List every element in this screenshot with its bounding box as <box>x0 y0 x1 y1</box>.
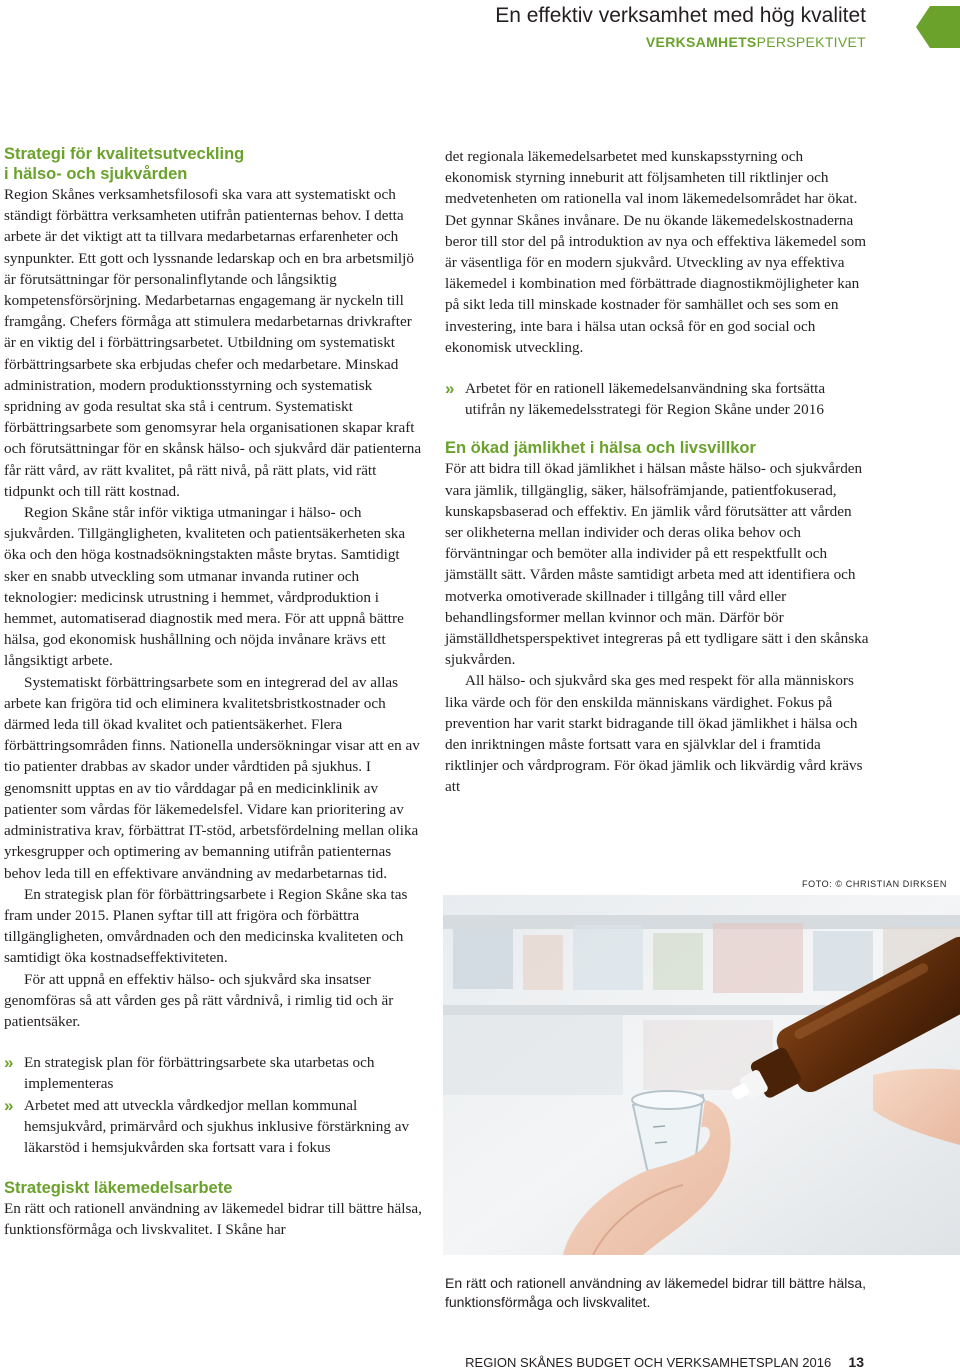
running-header-title: En effektiv verksamhet med hög kvalitet <box>495 4 866 27</box>
heading-line-1: Strategi för kvalitetsutveckling <box>4 145 245 163</box>
paragraph: det regionala läkemedelsarbetet med kunskapsstyrning och ekonomisk styrning inneburit att följsamheten till riktlinjer och medvetenheten om rationella val inom läkemedelsområdet har ökat. Det gynnar Skånes invånare. De nu ökande läkemedelskostnaderna beror till stor del på introduktion av nya och effektiva läkemedel som är väsentliga för en modern sjukvård. Utveckling av nya effektiva läkemedel i kombination med förbättrade diagnostikmöjligheter kan på sikt leda till minskade kostnader för samhället och ses som en investering, inte bara i hälsa utan också för en god social och ekonomisk utveckling. <box>445 148 867 356</box>
heading-quality-strategy <box>4 144 424 184</box>
bullet-chevron-icon: » <box>4 1095 14 1115</box>
bullet-text: Arbetet med att utveckla vårdkedjor mellan kommunal hemsjukvård, primärvård och sjukhus inklusive förstärkning av läkarstöd i hemsjukvården ska fortsatt vara i fokus <box>24 1096 410 1156</box>
section-label-rest: PERSPEKTIVET <box>756 34 866 50</box>
left-column <box>4 144 424 1241</box>
paragraph: En rätt och rationell användning av läkemedel bidrar till bättre hälsa, funktionsförmåga och livskvalitet. I Skåne har <box>4 1200 422 1239</box>
medicine-photo <box>443 895 960 1255</box>
bullet-item <box>4 1052 424 1094</box>
paragraph: Region Skånes verksamhetsfilosofi ska vara att systematiskt och ständigt förbättra verksamheten utifrån patienternas behov. I detta arbete är det viktigt att ta tillvara medarbetarnas erfarenheter och synpunkter. Ett gott och lyssnande ledarskap och en bra arbetsmiljö är förutsättningar för personalinflytande och långsiktig kompetensförsörjning. Medarbetarnas engagemang är nyckeln till framgång. Chefers förmåga att stimulera medarbetarnas drivkrafter är en viktig del i förbättringsarbetet. Utbildning om systematiskt förbättringsarbete ska erbjudas chefer och medarbetare. Minskad administration, modern produktionsstyrning och systematisk spridning av goda resultat ska stå i centrum. Systematiskt förbättringsarbete som genomsyrar hela organisationen skapar kraft och förutsättningar för en skånsk hälso- och sjukvård där patienterna får rätt vård, av rätt kvalitet, på rätt nivå, på rätt plats, vid rätt tidpunkt och till rätt kostnad. <box>4 186 422 500</box>
bullet-text: En strategisk plan för förbättringsarbete ska utarbetas och implementeras <box>24 1054 375 1093</box>
footer <box>465 1354 864 1370</box>
heading-line-2: i hälso- och sjukvården <box>4 165 188 183</box>
section-label <box>646 34 866 50</box>
paragraph: För att bidra till ökad jämlikhet i hälsan måste hälso- och sjukvården vara jämlik, tillgänglig, säker, hälsofrämjande, patientfokuserad, kunskapsbaserad och effektiv. En jämlik vård förutsätter att vården ser olikheterna mellan individer och deras olika behov och förväntningar och bemöter alla individer på ett respektfullt och jämställt sätt. Vården måste samtidigt arbeta med att identifiera och motverka omotiverade skillnader i tillgång till vård eller behandlingsformer mellan kvinnor och män. Därför bör jämställdhetsperspektivet integreras på ett tydligare sätt i den skånska sjukvården. <box>445 460 869 669</box>
paragraph: All hälso- och sjukvård ska ges med respekt för alla människors lika värde och för den enskilda människans värdighet. Fokus på prevention har varit starkt bidragande till ökad jämlikhet i hälsa och den inriktningen måste fortsatt vara en självklar del i framtida riktlinjer och vårdprogram. För ökad jämlik och likvärdig vård krävs att <box>445 672 863 796</box>
bullet-item <box>4 1095 424 1159</box>
page-number: 13 <box>848 1354 864 1370</box>
bullet-chevron-icon: » <box>4 1053 14 1073</box>
photo-caption: En rätt och rationell användning av läkemedel bidrar till bättre hälsa, funktionsförmåga och livskvalitet. <box>445 1275 867 1310</box>
paragraph: Region Skåne står inför viktiga utmaningar i hälso- och sjukvården. Tillgängligheten, kvaliteten och patientsäkerheten ska öka och den höga kostnadsökningstakten måste brytas. Samtidigt sker en snabb utveckling som utmanar invanda rutiner och teknologier: medicinsk utrustning i hemmet, vårdproduktion i hemmet, automatiserad diagnostik med mera. För att uppnå bättre hälsa, god ekonomisk hushållning och nöjda invånare krävs ett långsiktigt arbete. <box>4 504 406 670</box>
section-label-bold: VERKSAMHETS <box>645 34 757 50</box>
bullet-chevron-icon: » <box>445 379 455 399</box>
bullet-text: Arbetet för en rationell läkemedelsanvändning ska fortsätta utifrån ny läkemedelsstrategi för Region Skåne under 2016 <box>465 380 826 419</box>
footer-title: REGION SKÅNES BUDGET OCH VERKSAMHETSPLAN 2016 <box>465 1355 832 1370</box>
paragraph: Systematiskt förbättringsarbete som en integrerad del av allas arbete kan frigöra tid och eliminera kvalitetsbristkostnader och därmed leda till ökad kvalitet och patientsäkerhet. Flera förbättringsområden finns. Nationella undersökningar visar att en av tio patienter drabbas av skador under vårdtiden på sjukhus. I genomsnitt upptas en av tio vårddagar på en medicinklinik av patienter som vårdas för läkemedelsfel. Vidare kan prioritering av administrativa krav, förbättrat IT-stöd, arbetsfördelning mellan olika yrkesgrupper och optimering av bemanning utifrån patienternas behov leda till en effektivare användning av medarbetarnas tid. <box>4 673 420 882</box>
photo-credit: FOTO: © CHRISTIAN DIRKSEN <box>802 879 947 889</box>
right-column <box>445 146 869 798</box>
heading-equality: En ökad jämlikhet i hälsa och livsvillkor <box>445 439 756 458</box>
paragraph: En strategisk plan för förbättringsarbete i Region Skåne ska tas fram under 2015. Planen syftar till att frigöra och förbättra tillgängligheten, omvårdnaden och den medicinska kvaliteten och samtidigt öka kostnadseffektiviteten. <box>4 885 408 967</box>
paragraph: För att uppnå en effektiv hälso- och sjukvård ska insatser genomföras så att vården ges på rätt vårdnivå, i rimlig tid och är patientsäker. <box>4 970 394 1030</box>
bullet-item <box>445 378 869 420</box>
heading-strategic-medicines: Strategiskt läkemedelsarbete <box>4 1179 233 1198</box>
corner-hexagon-icon <box>916 6 960 48</box>
